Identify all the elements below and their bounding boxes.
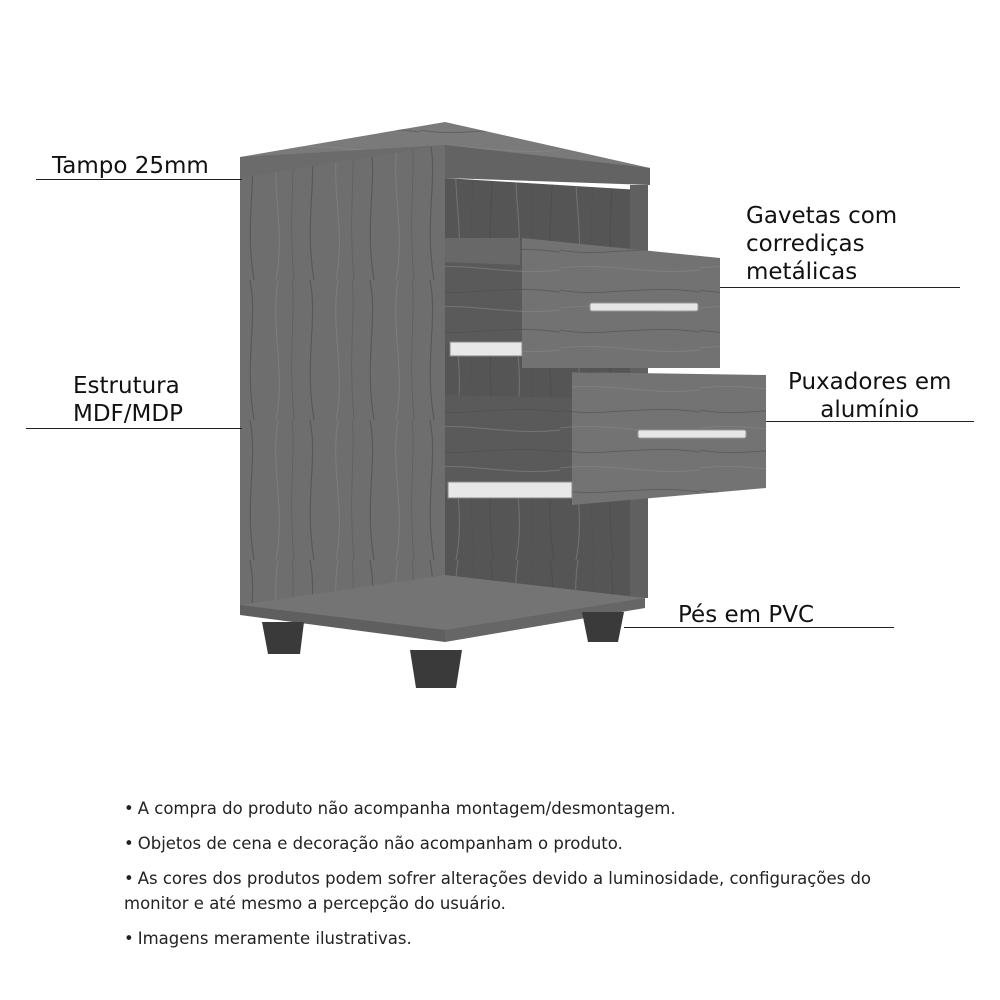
gavetas-label [746, 202, 897, 286]
puxadores-label-line-2: alumínio [820, 397, 920, 423]
upper-drawer-slide [450, 342, 522, 356]
estrutura-label-line-2: MDF/MDP [73, 401, 183, 427]
puxadores-label-line-1: Puxadores em [788, 369, 952, 395]
estrutura-leader-line [26, 428, 242, 429]
tampo-leader-line [36, 179, 242, 180]
pes-leader-line [624, 627, 894, 628]
bullet-icon: • [124, 834, 134, 853]
note-item: • Imagens meramente ilustrativas. [124, 929, 412, 948]
lower-drawer-handle [638, 430, 746, 438]
disclaimer-notes [124, 796, 904, 961]
gavetas-label-line-1: Gavetas com [746, 203, 898, 229]
note-item: • As cores dos produtos podem sofrer alterações devido a luminosidade, configurações do monitor e até mesmo a percepção do usuário. [124, 869, 872, 913]
lower-drawer-slide [448, 482, 572, 498]
pes-label: Pés em PVC [678, 602, 815, 628]
estrutura-label [73, 372, 183, 428]
upper-drawer [445, 238, 720, 368]
upper-drawer-handle [590, 303, 698, 311]
gavetas-label-line-3: metálicas [746, 259, 858, 285]
bullet-icon: • [124, 869, 134, 888]
note-item: • A compra do produto não acompanha montagem/desmontagem. [124, 799, 676, 818]
estrutura-label-line-1: Estrutura [73, 373, 180, 399]
tampo-label: Tampo 25mm [52, 153, 209, 179]
puxadores-leader-line [766, 421, 974, 422]
bullet-icon: • [124, 799, 134, 818]
puxadores-label [788, 368, 951, 424]
bullet-icon: • [124, 929, 134, 948]
gavetas-leader-line [720, 287, 960, 288]
gavetas-label-line-2: corrediças [746, 231, 865, 257]
note-item: • Objetos de cena e decoração não acompanham o produto. [124, 834, 623, 853]
